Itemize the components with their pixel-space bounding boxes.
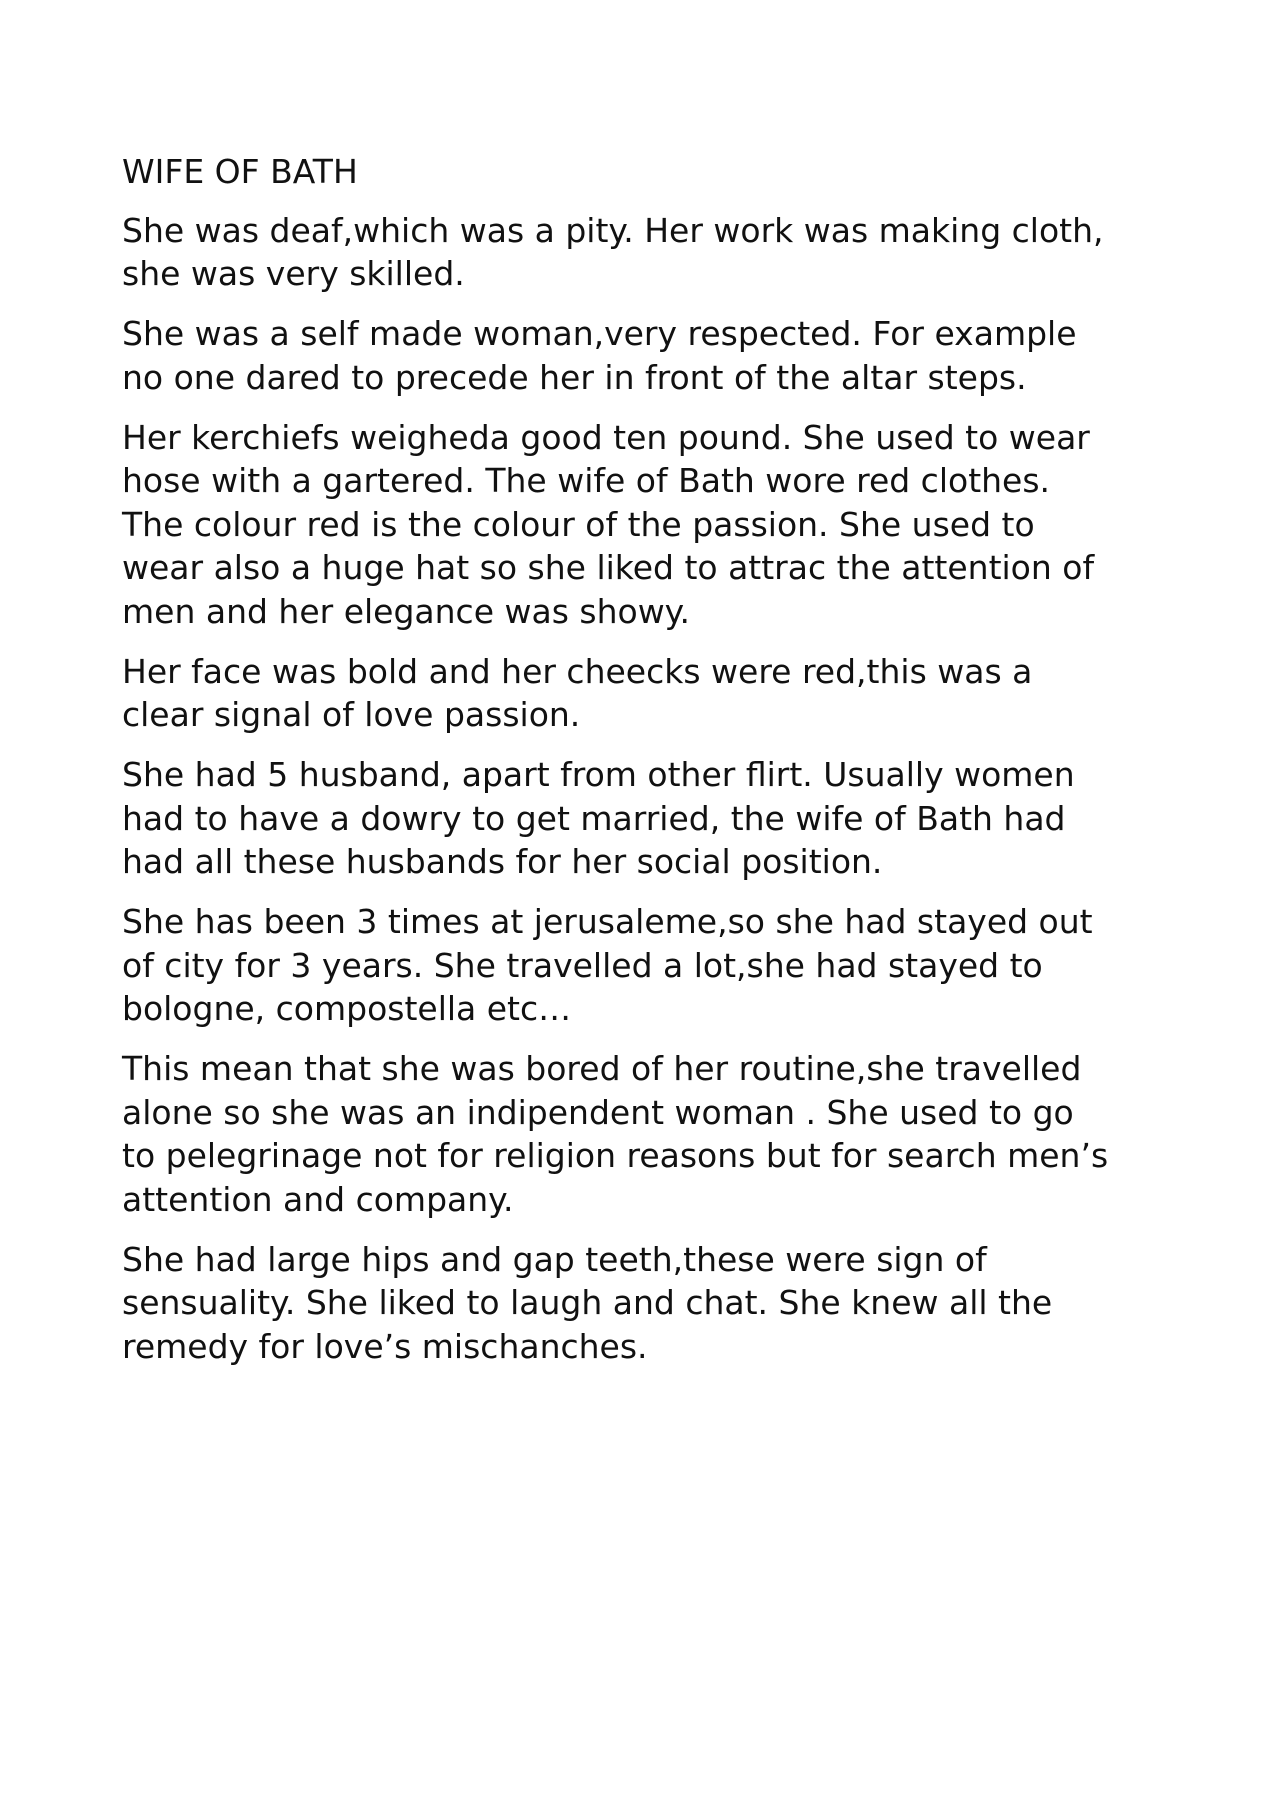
paragraph-line: This mean that she was bored of her routine,she travelled: [122, 1049, 1082, 1088]
paragraph-line: hose with a gartered. The wife of Bath wore red clothes.: [122, 461, 1051, 500]
paragraph-line: She was deaf,which was a pity. Her work was making cloth,: [122, 210, 1104, 250]
paragraph: [122, 1047, 1182, 1221]
paragraph-line: She has been 3 times at jerusaleme,so she had stayed out: [122, 902, 1093, 941]
paragraph-line: The colour red is the colour of the passion. She used to: [122, 504, 1035, 544]
paragraph-line: alone so she was an indipendent woman . She used to go: [122, 1092, 1074, 1132]
paragraph-line: she was very skilled.: [122, 254, 465, 293]
paragraph-line: bologne, compostella etc…: [122, 989, 572, 1028]
paragraph-line: men and her elegance was showy.: [122, 591, 690, 631]
document-title: WIFE OF BATH: [122, 152, 358, 191]
paragraph: [122, 312, 1182, 399]
paragraph-line: Her kerchiefs weigheda good ten pound. She used to wear: [122, 417, 1090, 457]
paragraph-line: She had large hips and gap teeth,these were sign of: [122, 1239, 987, 1279]
paragraph-list: [122, 209, 1182, 1369]
document-body: [122, 150, 1182, 1385]
paragraph: [122, 900, 1182, 1031]
paragraph-line: to pelegrinage not for religion reasons but for search men’s: [122, 1136, 1109, 1175]
paragraph-line: of city for 3 years. She travelled a lot,she had stayed to: [122, 945, 1043, 985]
paragraph: [122, 753, 1182, 884]
paragraph: [122, 650, 1182, 737]
paragraph-line: She was a self made woman,very respected. For example: [122, 314, 1077, 353]
paragraph-line: wear also a huge hat so she liked to attrac the attention of: [122, 548, 1095, 587]
paragraph-line: clear signal of love passion.: [122, 695, 581, 734]
paragraph-line: had all these husbands for her social position.: [122, 842, 883, 881]
paragraph-line: attention and company.: [122, 1179, 514, 1219]
paragraph-line: sensuality. She liked to laugh and chat. She knew all the: [122, 1283, 1053, 1322]
paragraph-line: remedy for love’s mischanches.: [122, 1326, 648, 1366]
paragraph: [122, 416, 1182, 634]
paragraph-line: She had 5 husband, apart from other flirt. Usually women: [122, 755, 1075, 794]
paragraph-line: Her face was bold and her cheecks were red,this was a: [122, 651, 1033, 691]
paragraph-line: had to have a dowry to get married, the wife of Bath had: [122, 798, 1066, 838]
paragraph: [122, 209, 1182, 296]
paragraph-line: no one dared to precede her in front of the altar steps.: [122, 357, 1027, 397]
paragraph: [122, 1238, 1182, 1369]
